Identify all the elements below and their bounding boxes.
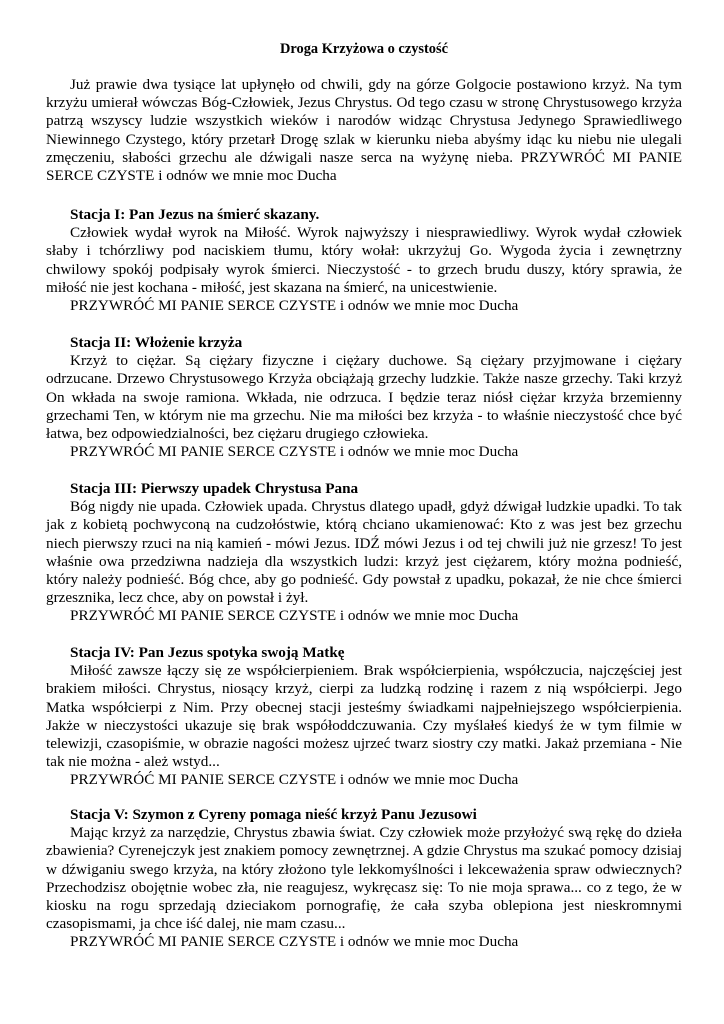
station-5: [46, 806, 682, 952]
station-text: Bóg nigdy nie upada. Człowiek upada. Chrystus dlatego upadł, gdyż dźwigał ludzkie upadki. To tak jak z kobietą pochwyconą na cudzołóstwie, którą chciano ukamienować: Kto z was jest bez grzechu niech pierwszy rzuci na nią kamień - mówi Jezus. IDŹ mówi Jezus i od tej chwili już nie grzesz! To jest właśnie owa przedziwna nadzieja dla wszystkich ludzi: krzyż jest ciężarem, który można podnieść, który należy podnieść. Bóg chce, aby go podnieść. Gdy powstał z upadku, pokazał, że nie chce śmierci grzesznika, lecz chce, aby on powstał i żył.: [46, 498, 682, 607]
intro-paragraph: Już prawie dwa tysiące lat upłynęło od chwili, gdy na górze Golgocie postawiono krzyż. Na tym krzyżu umierał wówczas Bóg-Człowiek, Jezus Chrystus. Od tego czasu w stronę Chrystusowego krzyża patrzą wszyscy ludzie wszystkich wieków i narodów widząc Chrystusa Jedynego Sprawiedliwego Niewinnego Czystego, który przetarł Drogę szlak w kierunku nieba abyśmy idąc ku niebu nie ulegali zmęczeniu, słabości grzechu ale dźwigali nasze serca na wyżynę nieba. PRZYWRÓĆ MI PANIE SERCE CZYSTE i odnów we mnie moc Ducha: [46, 76, 682, 185]
station-heading: Stacja II: Włożenie krzyża: [70, 334, 243, 351]
station-4: [46, 644, 682, 790]
intro-section: [46, 76, 682, 185]
station-text: Miłość zawsze łączy się ze współcierpieniem. Brak współcierpienia, współczucia, najczęściej jest brakiem miłości. Chrystus, niosący krzyż, cierpi za ludzką rodzinę i razem z nią współcierpi. Jego Matka współcierpi z Nim. Przy obecnej stacji jesteśmy świadkami najpełniejszego współcierpienia. Jakże w nieczystości ukazuje się brak współoddczuwania. Czy myślałeś kiedyś że w tym filmie w telewizji, czasopiśmie, w obrazie nagości możesz ujrzeć twarz siostry czy matki. Jakaż przemiana - Nie tak nie można - ależ wstyd...: [46, 662, 682, 771]
station-text: Człowiek wydał wyrok na Miłość. Wyrok najwyższy i niesprawiedliwy. Wyrok wydał człowiek słaby i tchórzliwy pod naciskiem tłumu, który wołał: ukrzyżuj Go. Wygoda życia i zewnętrzny chwilowy spokój podpisały wyrok śmierci. Nieczystość - to grzech brudu duszy, który sprawia, że miłość nie jest kochana - miłość, jest skazana na śmierć, na unicestwienie.: [46, 224, 682, 296]
station-heading: Stacja V: Szymon z Cyreny pomaga nieść krzyż Panu Jezusowi: [70, 806, 477, 823]
station-refrain: PRZYWRÓĆ MI PANIE SERCE CZYSTE i odnów we mnie moc Ducha: [70, 771, 519, 789]
station-text: Krzyż to ciężar. Są ciężary fizyczne i ciężary duchowe. Są ciężary przyjmowane i ciężary odrzucane. Drzewo Chrystusowego Krzyża obciążają grzechy ludzkie. Także nasze grzechy. Taki krzyż On wkłada na swoje ramiona. Wkłada, nie odrzuca. I będzie teraz niósł ciężar krzyża brzemienny grzechami Ten, w którym nie ma grzechu. Nie ma miłości bez krzyża - to właśnie nieczystość chce być łatwa, bez odpowiedzialności, bez ciężaru drugiego człowieka.: [46, 352, 682, 443]
station-3: [46, 480, 682, 626]
station-refrain: PRZYWRÓĆ MI PANIE SERCE CZYSTE i odnów we mnie moc Ducha: [70, 933, 519, 951]
station-heading: Stacja IV: Pan Jezus spotyka swoją Matkę: [70, 644, 345, 661]
station-2: [46, 334, 682, 461]
station-refrain: PRZYWRÓĆ MI PANIE SERCE CZYSTE i odnów we mnie moc Ducha: [70, 607, 519, 625]
document-title: Droga Krzyżowa o czystość: [280, 41, 448, 57]
station-refrain: PRZYWRÓĆ MI PANIE SERCE CZYSTE i odnów we mnie moc Ducha: [70, 443, 519, 461]
station-1: [46, 206, 682, 315]
station-text: Mając krzyż za narzędzie, Chrystus zbawia świat. Czy człowiek może przyłożyć swą rękę do dzieła zbawienia? Cyrenejczyk jest znakiem pomocy zewnętrznej. A gdzie Chrystus ma szukać pomocy dzisiaj w dźwiganiu swego krzyża, na który złożono tyle lekkomyślności i lekceważenia spraw odwiecznych? Przechodzisz obojętnie wobec zła, nie reagujesz, wykręcasz się: To nie moja sprawa... co z tego, że w kiosku na rogu sprzedają dzieciakom pornografię, że cała szyba oblepiona jest nieskromnymi czasopismami, ja chce iść dalej, nie mam czasu...: [46, 824, 682, 933]
station-refrain: PRZYWRÓĆ MI PANIE SERCE CZYSTE i odnów we mnie moc Ducha: [70, 297, 519, 315]
station-heading: Stacja III: Pierwszy upadek Chrystusa Pana: [70, 480, 359, 497]
station-heading: Stacja I: Pan Jezus na śmierć skazany.: [70, 206, 320, 223]
